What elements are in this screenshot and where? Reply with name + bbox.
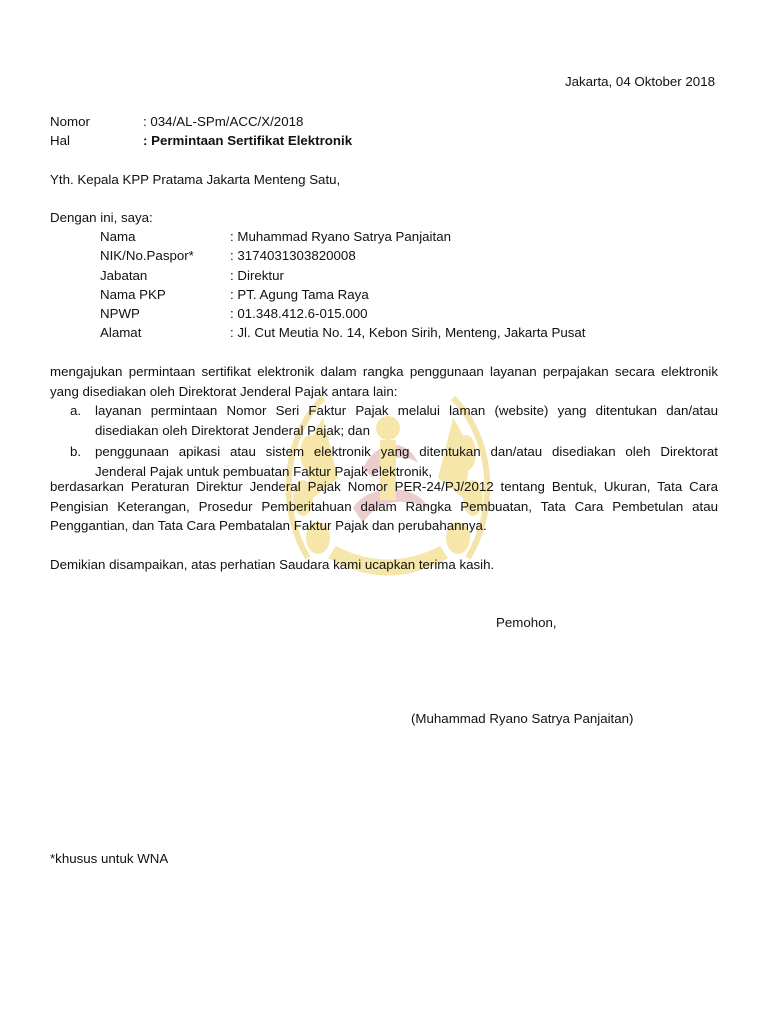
identity-value: : PT. Agung Tama Raya [230, 287, 369, 302]
identity-value: : Direktur [230, 268, 284, 283]
identity-label: NIK/No.Paspor* [100, 248, 194, 263]
hal-value: : Permintaan Sertifikat Elektronik [143, 133, 353, 148]
letter-date: Jakarta, 04 Oktober 2018 [564, 74, 715, 89]
identity-value: : 3174031303820008 [230, 248, 356, 263]
list-item [50, 442, 718, 481]
regulation-paragraph [50, 477, 718, 536]
list-item-line: Jenderal Pajak untuk pembuatan Faktur Pajak elektronik, [95, 463, 433, 479]
signature-label: Pemohon, [496, 615, 557, 630]
list-marker: a. [70, 403, 82, 418]
list-item-line: layanan permintaan Nomor Seri Faktur Pajak melalui laman (website) yang ditentukan dan/atau [95, 403, 718, 418]
body-line: mengajukan permintaan sertifikat elektronik dalam rangka penggunaan layanan perpajakan secara elektronik [50, 364, 718, 379]
signer-name: (Muhammad Ryano Satrya Panjaitan) [411, 711, 634, 726]
nomor-label: Nomor [50, 114, 90, 129]
body-paragraph [50, 362, 718, 401]
request-list [50, 401, 718, 481]
regulation-line: berdasarkan Peraturan Direktur Jenderal Pajak Nomor PER-24/PJ/2012 tentang Bentuk, Ukuran, Tata Cara [50, 479, 718, 494]
list-marker: b. [70, 444, 82, 459]
identity-value: : 01.348.412.6-015.000 [230, 306, 368, 321]
addressee: Yth. Kepala KPP Pratama Jakarta Menteng Satu, [50, 172, 341, 187]
list-item [50, 401, 718, 440]
nomor-value: : 034/AL-SPm/ACC/X/2018 [143, 114, 304, 129]
hal-label: Hal [50, 133, 70, 148]
identity-value: : Muhammad Ryano Satrya Panjaitan [230, 229, 451, 244]
body-line: yang disediakan oleh Direktorat Jenderal Pajak antara lain: [50, 383, 398, 399]
identity-label: NPWP [100, 306, 140, 321]
list-item-line: penggunaan apikasi atau sistem elektronik yang ditentukan dan/atau disediakan oleh Direktorat [95, 444, 718, 459]
identity-value: : Jl. Cut Meutia No. 14, Kebon Sirih, Menteng, Jakarta Pusat [230, 325, 586, 340]
identity-label: Alamat [100, 325, 142, 340]
identity-label: Nama [100, 229, 136, 244]
footnote: *khusus untuk WNA [50, 851, 169, 866]
regulation-line: Penggantian, dan Tata Cara Pembatalan Faktur Pajak dan perubahannya. [50, 518, 487, 533]
identity-label: Jabatan [100, 268, 148, 283]
closing-sentence: Demikian disampaikan, atas perhatian Saudara kami ucapkan terima kasih. [50, 557, 495, 572]
list-item-line: disediakan oleh Direktorat Jenderal Pajak; dan [95, 422, 370, 438]
regulation-line: Pengisian Keterangan, Prosedur Pemberitahuan dalam Rangka Pembuatan, Tata Cara Pembetulan atau [50, 498, 718, 514]
intro-line: Dengan ini, saya: [50, 210, 153, 225]
identity-label: Nama PKP [100, 287, 166, 302]
